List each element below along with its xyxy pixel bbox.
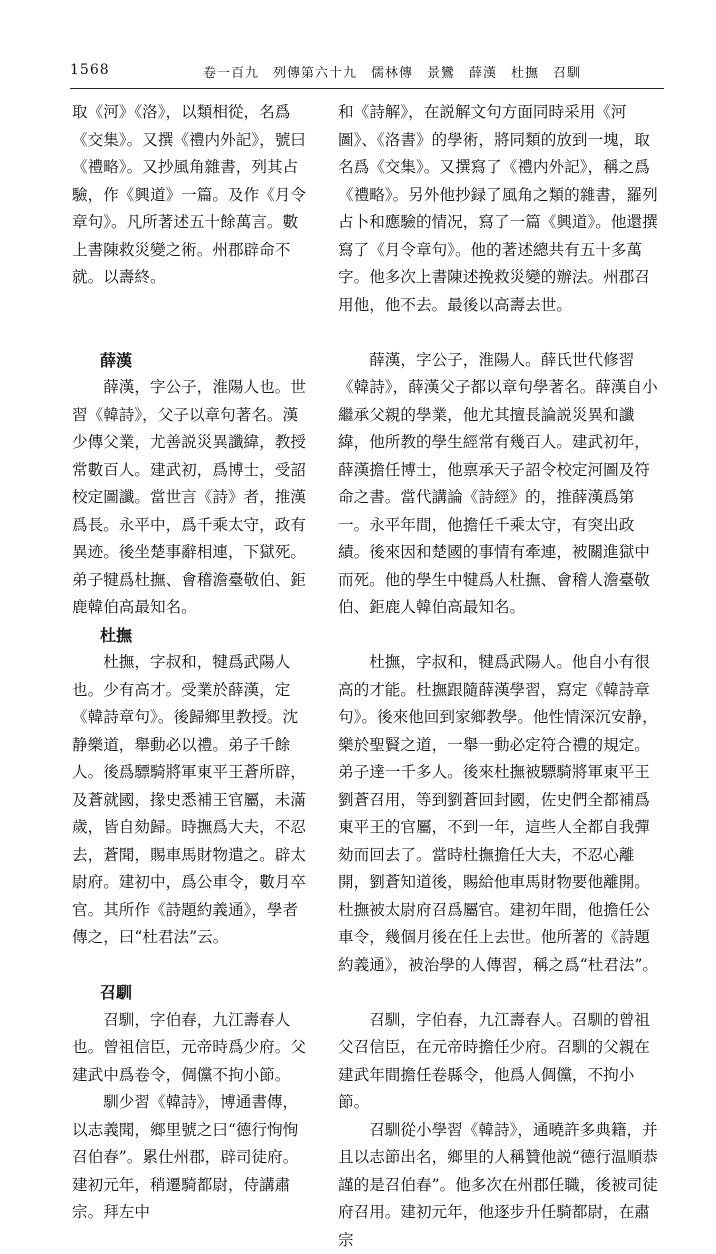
section-title-shaoxun: 召馴 — [72, 979, 312, 1007]
running-title: 卷一百九 列傳第六十九 儒林傳 景鸞 薛漢 杜撫 召馴 — [203, 62, 581, 81]
header-rule — [70, 88, 664, 89]
page-header — [0, 0, 716, 90]
translation-xuehan: 薛漢，字公子，淮陽人。薛氏世代修習《韓詩》，薛漢父子都以章句學著名。薛漢自小繼承父親的學業，他尤其擅長論説災異和讖緯，他所教的學生經常有幾百人。建武初年，薛漢擔任博士，他禀承天子詔令校定河圖及符命之書。當代講論《詩經》的，推薛漢爲第一。永平年間，他擔任千乘太守，有突出政績。後來因和楚國的事情有牽連，被關進獄中而死。他的學生中犍爲人杜撫、會稽人澹臺敬伯、鉅鹿人韓伯高最知名。 — [338, 347, 664, 622]
paragraph-jingluan-end: 取《河》《洛》，以類相從，名爲《交集》。又撰《禮内外記》，號曰《禮略》。又抄風角雜書，列其占驗，作《興道》一篇。及作《月令章句》。凡所著述五十餘萬言。數上書陳救災變之術。州郡辟命不就。以壽終。 — [72, 99, 312, 292]
translation-shaoxun-1: 召馴，字伯春，九江壽春人。召馴的曾祖父召信臣，在元帝時擔任少府。召馴的父親在建武年間擔任卷縣令，他爲人倜儻，不拘小節。 — [338, 1007, 664, 1117]
paragraph-dufu: 杜撫，字叔和，犍爲武陽人也。少有高才。受業於薛漢，定《韓詩章句》。後歸鄉里教授。沈静樂道，舉動必以禮。弟子千餘人。後爲驃騎將軍東平王蒼所辟，及蒼就國，掾史悉補王官屬，未滿歲，皆自劾歸。時撫爲大夫，不忍去，蒼聞，賜車馬財物遣之。辟太尉府。建初中，爲公車令，數月卒官。其所作《詩題約義通》，學者傳之，曰“杜君法”云。 — [72, 649, 312, 952]
translation-jingluan-end: 和《詩解》，在説解文句方面同時采用《河圖》、《洛書》的學術，將同類的放到一塊，取名爲《交集》。又撰寫了《禮内外記》，稱之爲《禮略》。另外他抄録了風角之類的雜書，羅列占卜和應驗的情况，寫了一篇《興道》。他還撰寫了《月令章句》。他的著述總共有五十多萬字。他多次上書陳述挽救災變的辦法。州郡召用他，他不去。最後以高壽去世。 — [338, 99, 664, 319]
translation-shaoxun-2: 召馴從小學習《韓詩》，通曉許多典籍，并且以志節出名，鄉里的人稱贊他説“德行温順恭謹的是召伯春”。他多次在州郡任職，後被司徒府召用。建初元年，他逐步升任騎都尉，在肅宗 — [338, 1117, 664, 1254]
translation-column — [338, 99, 664, 1254]
translation-dufu: 杜撫，字叔和，犍爲武陽人。他自小有很高的才能。杜撫跟隨薛漢學習，寫定《韓詩章句》。後來他回到家鄉教學。他性情深沉安静，樂於聖賢之道，一舉一動必定符合禮的規定。弟子達一千多人。後來杜撫被驃騎將軍東平王劉蒼召用，等到劉蒼回封國，佐史們全都補爲東平王的官屬，不到一年，這些人全都自我彈劾而回去了。當時杜撫擔任大夫，不忍心離開，劉蒼知道後，賜給他車馬財物要他離開。杜撫被太尉府召爲屬官。建初年間，他擔任公車令，幾個月後在任上去世。他所著的《詩題約義通》，被治學的人傳習，稱之爲“杜君法”。 — [338, 649, 664, 979]
section-title-xuehan: 薛漢 — [72, 347, 312, 375]
section-title-dufu: 杜撫 — [72, 622, 312, 650]
paragraph-shaoxun-1: 召馴，字伯春，九江壽春人也。曾祖信臣，元帝時爲少府。父建武中爲卷令，倜儻不拘小節。 — [72, 1007, 312, 1090]
paragraph-xuehan: 薛漢，字公子，淮陽人也。世習《韓詩》，父子以章句著名。漢少傳父業，尤善説災異讖緯，教授常數百人。建武初，爲博士，受詔校定圖讖。當世言《詩》者，推漢爲長。永平中，爲千乘太守，政有異迹。後坐楚事辭相連，下獄死。弟子犍爲杜撫、會稽澹臺敬伯、鉅鹿韓伯高最知名。 — [72, 374, 312, 622]
page-number: 1568 — [70, 62, 110, 78]
paragraph-shaoxun-2: 馴少習《韓詩》，博通書傳，以志義聞，鄉里號之曰“德行恂恂召伯春”。累仕州郡，辟司徒府。建初元年，稍遷騎都尉，侍講肅宗。拜左中 — [72, 1089, 312, 1227]
original-text-column — [72, 99, 312, 1227]
